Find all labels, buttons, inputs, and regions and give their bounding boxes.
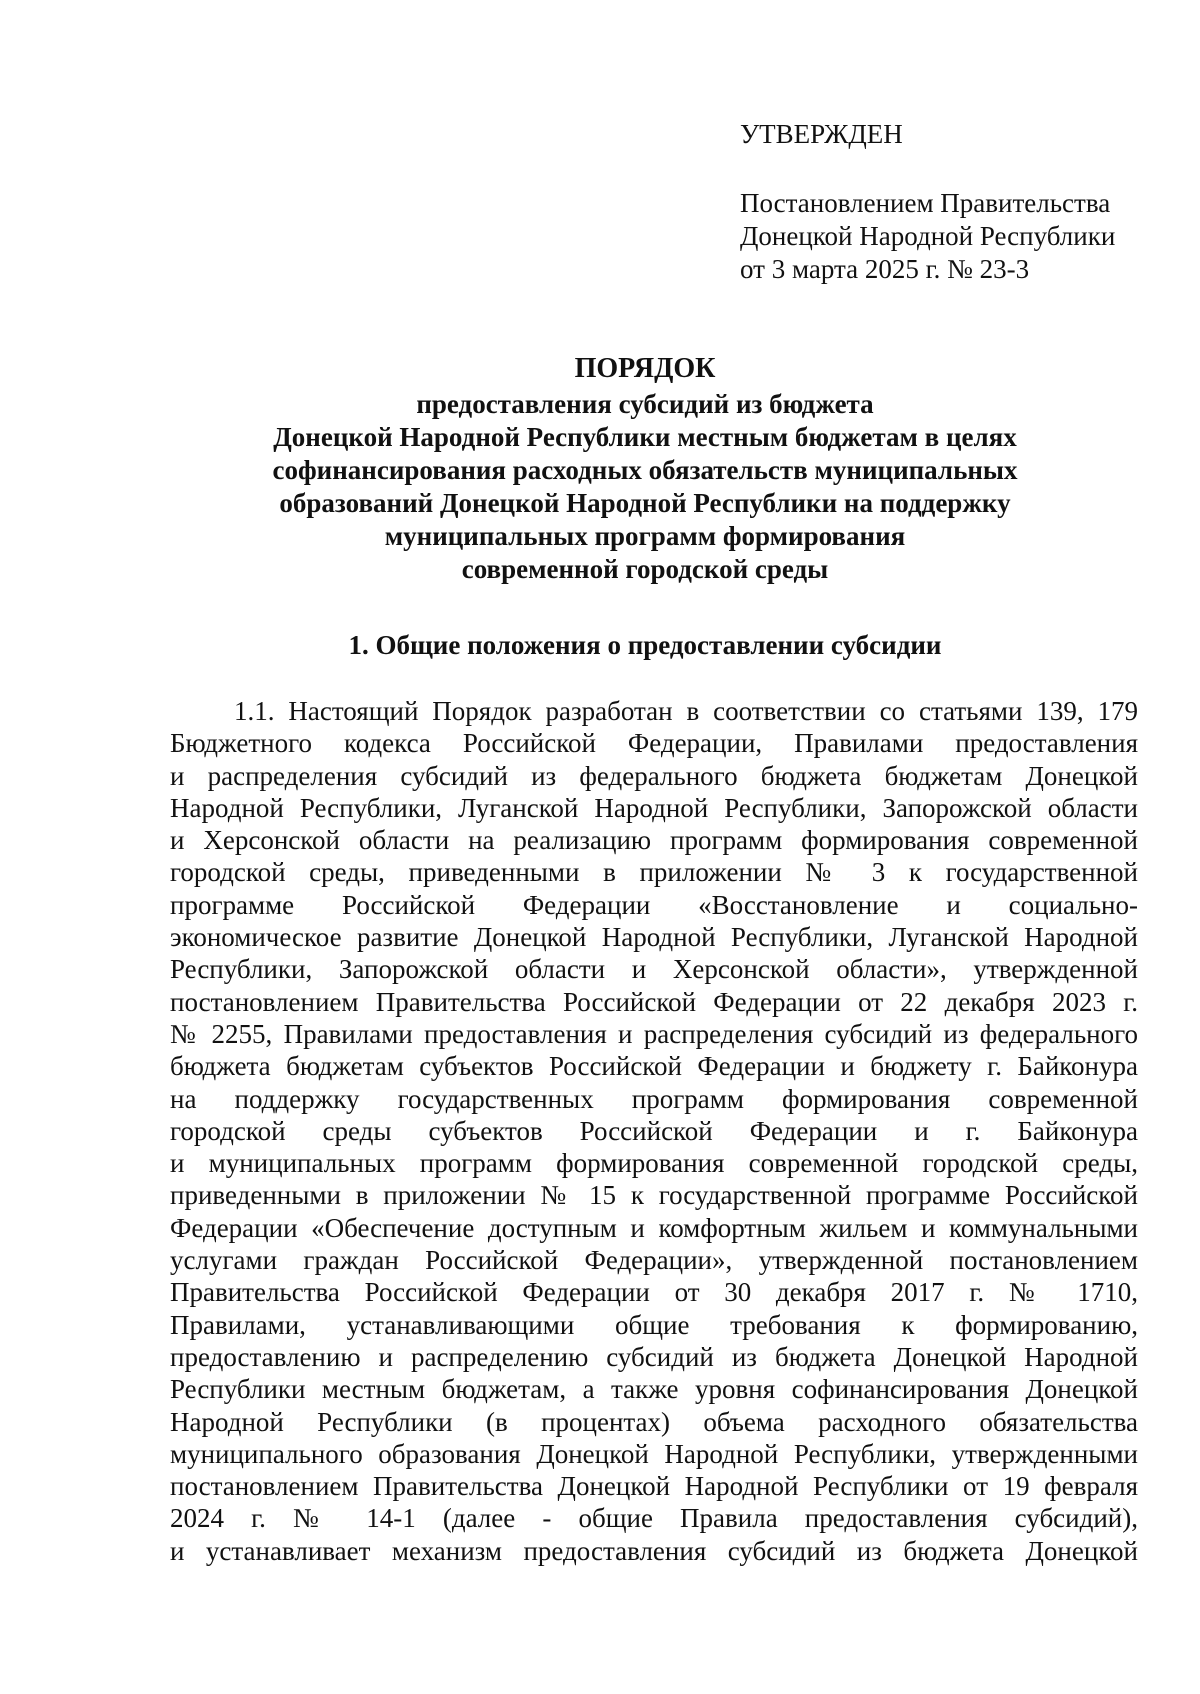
approval-line: Донецкой Народной Республики [740,221,1116,251]
title-line: софинансирования расходных обязательств муниципальных [272,455,1018,485]
paragraph-line: постановлением Правительства Российской Федерации от 22 декабря 2023 г. [170,986,1138,1017]
paragraph-line: услугами граждан Российской Федерации», утвержденной постановлением [170,1245,1138,1276]
paragraph-line: Правительства Российской Федерации от 30 декабря 2017 г. № 1710, [170,1277,1138,1308]
paragraph-line: Правилами, устанавливающими общие требования к формированию, [170,1309,1138,1340]
title-line: муниципальных программ формирования [384,521,906,551]
paragraph-line: Бюджетного кодекса Российской Федерации, Правилами предоставления [170,728,1138,759]
paragraph-line: 1.1. Настоящий Порядок разработан в соответствии со статьями 139, 179 [234,696,1138,726]
approval-word: УТВЕРЖДЕН [740,119,903,149]
paragraph-line: бюджета бюджетам субъектов Российской Федерации и бюджету г. Байконура [170,1051,1138,1082]
paragraph-line: и Херсонской области на реализацию программ формирования современной [170,825,1138,856]
paragraph-line: предоставлению и распределению субсидий из бюджета Донецкой Народной [170,1341,1138,1372]
paragraph-line: Федерации «Обеспечение доступным и комфортным жильем и коммунальными [170,1212,1138,1243]
document-title [170,352,1120,586]
title-line: предоставления субсидий из бюджета [416,389,874,419]
paragraph-line: и устанавливает механизм предоставления субсидий из бюджета Донецкой [170,1535,1138,1566]
paragraph-line: на поддержку государственных программ формирования современной [170,1083,1138,1114]
paragraph-line: Народной Республики, Луганской Народной Республики, Запорожской области [170,792,1138,823]
approval-stamp [740,118,1115,286]
approval-line: Постановлением Правительства [740,188,1111,218]
paragraph-line: экономическое развитие Донецкой Народной Республики, Луганской Народной [170,922,1138,953]
paragraph-line: 2024 г. № 14-1 (далее - общие Правила предоставления субсидий), [170,1503,1138,1534]
title-line: образований Донецкой Народной Республики на поддержку [279,488,1011,518]
paragraph-line: муниципального образования Донецкой Народной Республики, утвержденными [170,1438,1138,1469]
paragraph-1-1 [170,695,1138,1567]
paragraph-line: № 2255, Правилами предоставления и распределения субсидий из федерального [170,1018,1138,1049]
paragraph-line: приведенными в приложении № 15 к государственной программе Российской [170,1180,1138,1211]
paragraph-line: и муниципальных программ формирования современной городской среды, [170,1148,1138,1179]
title-main: ПОРЯДОК [574,353,716,384]
title-line: современной городской среды [461,554,829,584]
section-heading: 1. Общие положения о предоставлении субсидии [348,630,942,660]
paragraph-line: постановлением Правительства Донецкой Народной Республики от 19 февраля [170,1471,1138,1502]
paragraph-line: городской среды субъектов Российской Федерации и г. Байконура [170,1115,1138,1146]
approval-line: от 3 марта 2025 г. № 23-3 [740,254,1030,284]
title-line: Донецкой Народной Республики местным бюджетам в целях [273,422,1017,452]
paragraph-line: Народной Республики (в процентах) объема расходного обязательства [170,1406,1138,1437]
paragraph-line: городской среды, приведенными в приложении № 3 к государственной [170,857,1138,888]
paragraph-line: Республики местным бюджетам, а также уровня софинансирования Донецкой [170,1374,1138,1405]
paragraph-line: программе Российской Федерации «Восстановление и социально- [170,889,1138,920]
paragraph-line: Республики, Запорожской области и Херсонской области», утвержденной [170,954,1138,985]
paragraph-line: и распределения субсидий из федерального бюджета бюджетам Донецкой [170,760,1138,791]
